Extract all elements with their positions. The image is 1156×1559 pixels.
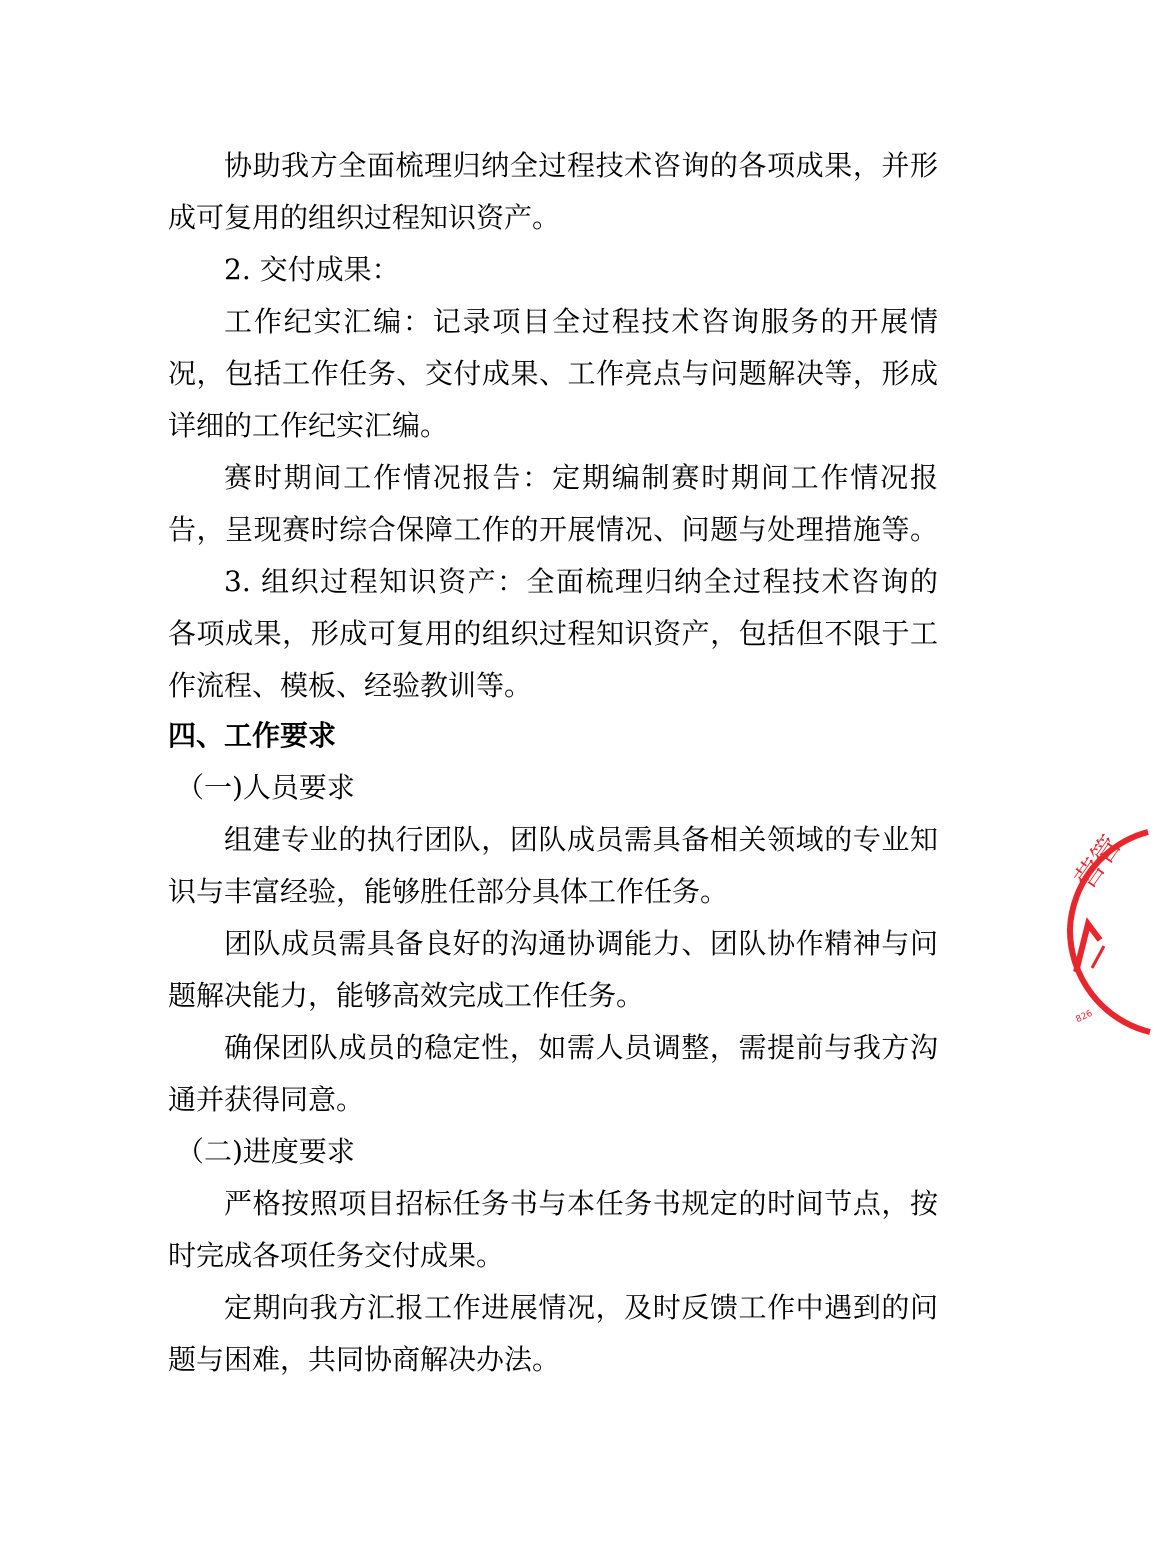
paragraph-line: 组建专业的执行团队，团队成员需具备相关领域的专业知 [224, 823, 938, 856]
numbered-item: 3. 组织过程知识资产：全面梳理归纳全过程技术咨询的 [224, 565, 938, 598]
seal-icon [1066, 820, 1156, 1050]
paragraph-line: 工作纪实汇编：记录项目全过程技术咨询服务的开展情 [224, 305, 938, 338]
paragraph-line: 告，呈现赛时综合保障工作的开展情况、问题与处理措施等。 [168, 513, 938, 546]
paragraph-line: 通并获得同意。 [168, 1083, 365, 1116]
seal-text-top: 营管 [1068, 829, 1128, 895]
subsection-heading: （二)进度要求 [176, 1135, 355, 1168]
numbered-item: 2. 交付成果： [224, 253, 400, 286]
paragraph-line: 赛时期间工作情况报告：定期编制赛时期间工作情况报 [224, 461, 938, 494]
paragraph-line: 况，包括工作任务、交付成果、工作亮点与问题解决等，形成 [168, 357, 938, 390]
section-heading: 四、工作要求 [168, 719, 337, 752]
official-seal [1066, 820, 1156, 1050]
paragraph-line: 作流程、模板、经验教训等。 [168, 669, 533, 702]
paragraph-line: 严格按照项目招标任务书与本任务书规定的时间节点，按 [224, 1187, 938, 1220]
paragraph-line: 协助我方全面梳理归纳全过程技术咨询的各项成果，并形 [224, 149, 938, 182]
paragraph-line: 各项成果，形成可复用的组织过程知识资产，包括但不限于工 [168, 617, 938, 650]
paragraph-line: 题与困难，共同协商解决办法。 [168, 1343, 561, 1376]
paragraph-line: 题解决能力，能够高效完成工作任务。 [168, 979, 645, 1012]
paragraph-line: 识与丰富经验，能够胜任部分具体工作任务。 [168, 875, 729, 908]
seal-text-bottom: 826 [1074, 1008, 1095, 1026]
paragraph-line: 时完成各项任务交付成果。 [168, 1239, 505, 1272]
paragraph-line: 成可复用的组织过程知识资产。 [168, 201, 561, 234]
paragraph-line: 确保团队成员的稳定性，如需人员调整，需提前与我方沟 [224, 1031, 938, 1064]
paragraph-line: 团队成员需具备良好的沟通协调能力、团队协作精神与问 [224, 927, 938, 960]
paragraph-line: 定期向我方汇报工作进展情况，及时反馈工作中遇到的问 [224, 1291, 938, 1324]
paragraph-line: 详细的工作纪实汇编。 [168, 409, 449, 442]
subsection-heading: （一)人员要求 [176, 771, 355, 804]
